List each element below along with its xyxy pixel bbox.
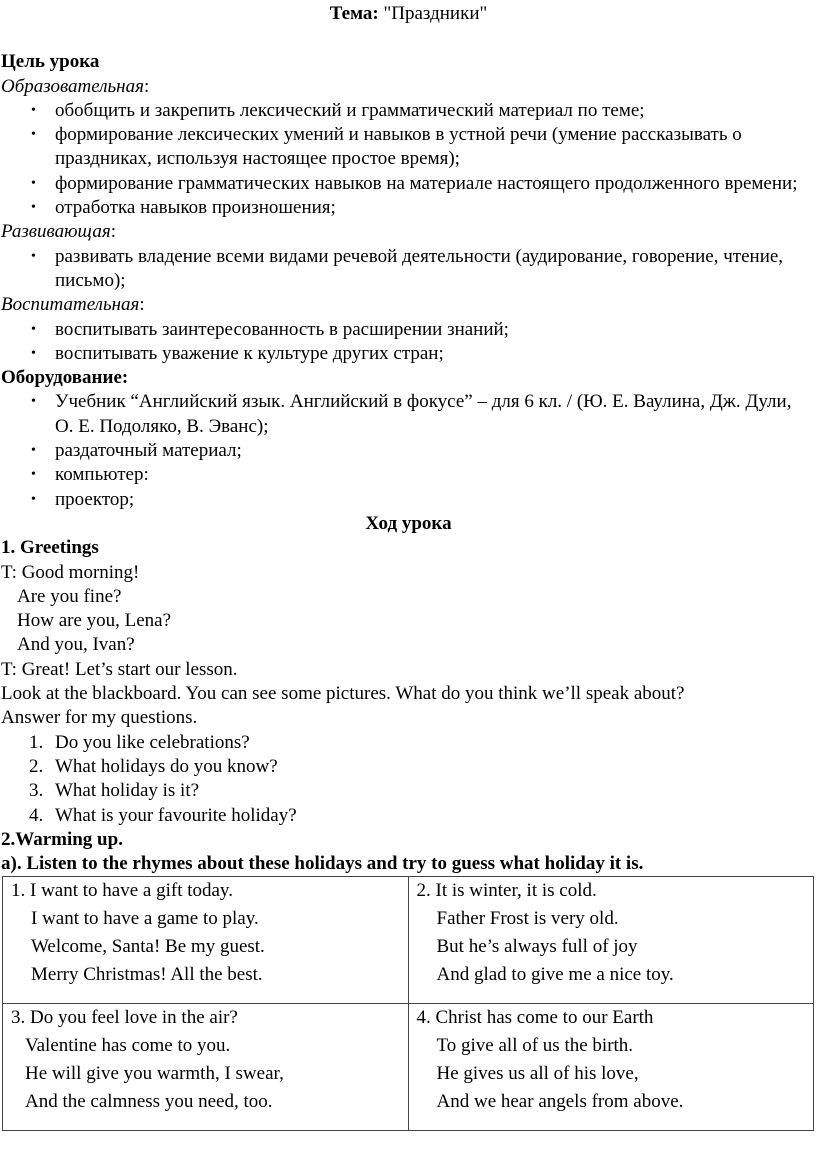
text-line: Welcome, Santa! Be my guest. [31, 936, 265, 958]
text-line: He will give you warmth, I swear, [25, 1063, 284, 1085]
list-item: • формирование лексических умений и навыков в устной речи (умение рассказывать о праздниках, используя настоящее простое время); [1, 123, 816, 172]
text-line: And glad to give me a nice toy. [436, 964, 674, 986]
text-line: I want to have a game to play. [31, 908, 259, 930]
list-item: • компьютер: [1, 463, 816, 487]
goal-heading: Цель урока [1, 51, 100, 73]
rhymes-table [2, 876, 814, 1131]
text-line: a). Listen to the rhymes about these holidays and try to guess what holiday it is. [1, 853, 644, 875]
text-line: But he’s always full of joy [436, 936, 638, 958]
list-item: • отработка навыков произношения; [1, 196, 816, 220]
lesson-heading: Ход урока [365, 512, 452, 534]
rhyme-cell [408, 1004, 814, 1131]
rhyme-cell [408, 877, 814, 1004]
question-item: 4. What is your favourite holiday? [29, 804, 297, 826]
text-line: What holiday is it? [55, 780, 200, 802]
text-line: Answer for my questions. [1, 707, 198, 729]
question-item: 1. Do you like celebrations? [29, 731, 250, 753]
text-line: Father Frost is very old. [436, 908, 619, 930]
section-developing: Развивающая: • развивать владение всеми видами речевой деятельности (аудирование, говорение, чтение, письмо); [1, 220, 816, 293]
text-line: Merry Christmas! All the best. [31, 964, 263, 986]
text-line: And you, Ivan? [17, 634, 135, 656]
list-item: • формирование грамматических навыков на материале настоящего продолженного времени; [1, 172, 816, 196]
text-line: 3. Do you feel love in the air? [11, 1007, 238, 1029]
text-line: To give all of us the birth. [436, 1035, 634, 1057]
text-line: Valentine has come to you. [25, 1035, 231, 1057]
text-line: What is your favourite holiday? [55, 804, 297, 826]
text-line: Воспитательная [1, 294, 140, 316]
text-line: And the calmness you need, too. [25, 1091, 273, 1113]
text-line: And we hear angels from above. [436, 1091, 684, 1113]
document-title [1, 2, 816, 26]
equipment-section [1, 366, 816, 512]
section-upbringing: Воспитательная: • воспитывать заинтересованность в расширении знаний; • воспитывать уважение к культуре других стран; [1, 293, 816, 366]
list-item: • раздаточный материал; [1, 439, 816, 463]
greetings-section [1, 536, 816, 828]
text-line: T: Good morning! [1, 561, 140, 583]
text-line: 2.Warming up. [1, 828, 123, 850]
text-line: Тема: [329, 3, 379, 24]
text-line: Оборудование: [1, 367, 129, 389]
text-line: Do you like celebrations? [55, 731, 250, 753]
text-line: 2. It is winter, it is cold. [416, 880, 597, 902]
text-line: How are you, Lena? [17, 610, 172, 632]
text-line: 1. Greetings [1, 537, 99, 559]
text-line: Are you fine? [17, 585, 122, 607]
text-line: 1. I want to have a gift today. [11, 880, 233, 902]
list-item: • обобщить и закрепить лексический и грамматический материал по теме; [1, 99, 816, 123]
text-line: Образовательная [1, 75, 144, 97]
rhyme-cell [3, 1004, 409, 1131]
text-line: Look at the blackboard. You can see some pictures. What do you think we’ll speak about? [1, 683, 685, 705]
warming-section [1, 828, 816, 1132]
list-item: • воспитывать уважение к культуре других стран; [1, 342, 816, 366]
list-item: • развивать владение всеми видами речевой деятельности (аудирование, говорение, чтение, письмо); [1, 245, 816, 294]
question-item: 2. What holidays do you know? [29, 755, 278, 777]
text-line: Развивающая [1, 221, 111, 243]
text-line: What holidays do you know? [55, 755, 278, 777]
text-line: T: Great! Let’s start our lesson. [1, 658, 238, 680]
list-item: • Учебник “Английский язык. Английский в фокусе” – для 6 кл. / (Ю. Е. Ваулина, Дж. Дули, О. Е. Подоляко, В. Эванс); [1, 390, 816, 439]
text-line: 4. Christ has come to our Earth [416, 1007, 654, 1029]
question-item: 3. What holiday is it? [29, 780, 200, 802]
list-item: • проектор; [1, 488, 816, 512]
text-line: "Праздники" [383, 3, 488, 24]
section-educational: Образовательная: • обобщить и закрепить лексический и грамматический материал по теме; • формирование лексических умений и навыков в устной речи (умение рассказывать о праздниках, используя настоящее простое время); • формирование грамматических навыков на материале настоящего продолженного времени; • отработка навыков произношения; [1, 75, 816, 221]
list-item: • воспитывать заинтересованность в расширении знаний; [1, 318, 816, 342]
rhyme-cell [3, 877, 409, 1004]
text-line: He gives us all of his love, [436, 1063, 639, 1085]
